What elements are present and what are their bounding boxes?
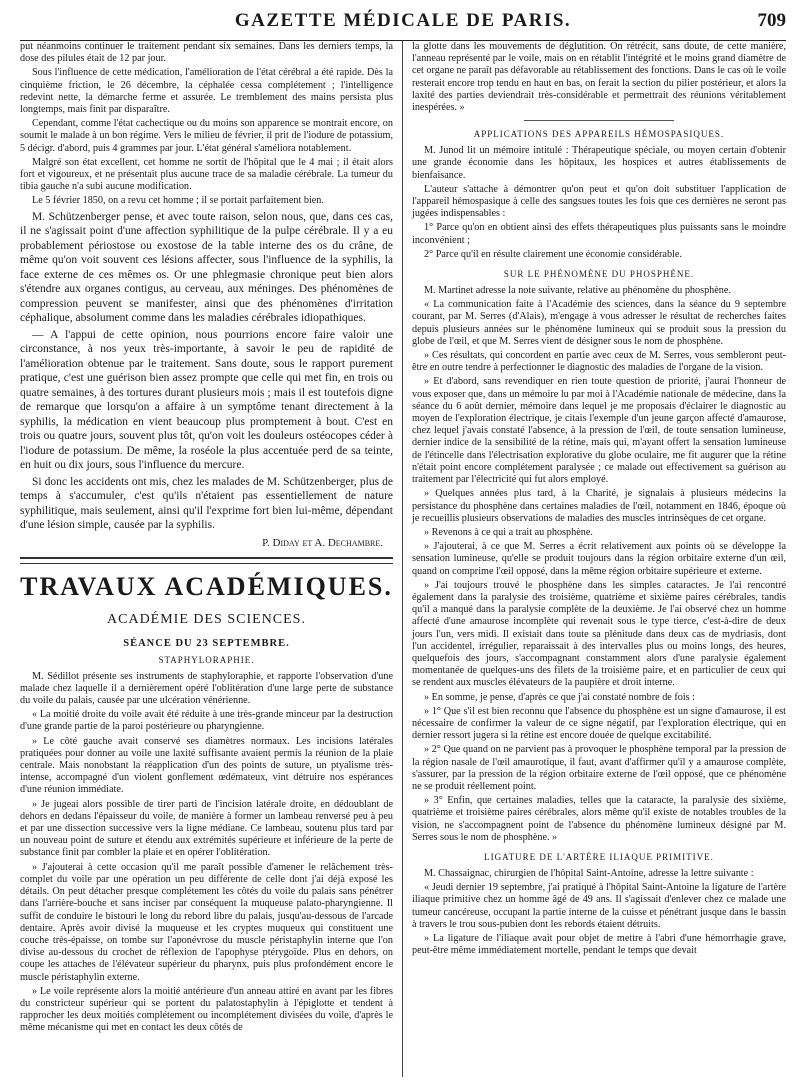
paragraph: la glotte dans les mouvements de déglutition. On rétrécit, sans doute, de cette manière, l'anneau représenté par le voile, mais on en rétablit l'intégrité et le moins grand diamètre de cet organe ne paraît pas défavorable au rétablissement des fonctions. Dans le cas où le voile resterait encore trop tendu en haut en bas, on ferait la section du pilier postérieur, et alors la laxité des parties deviendrait très-considérable et permettrait des réunions véritablement inespérées. » (412, 41, 786, 114)
paragraph: » Le côté gauche avait conservé ses diamètres normaux. Les incisions latérales pratiquées pour donner au voile une laxité suffisante avaient permis la réunion de la plaie centrale. Mais nonobstant la réapplication d'un des points de suture, un ptyalisme très-intense, accompagné d'un violent gonflement œdémateux, vint détruire nos espérances d'une réunion immédiate. (20, 735, 393, 796)
running-title: GAZETTE MÉDICALE DE PARIS. (234, 10, 572, 31)
paragraph: » La ligature de l'iliaque avait pour objet de mettre à l'abri d'une hémorrhagie grave, peut-être même immédiatement mortelle, pendant le temps que devait (412, 933, 786, 957)
paragraph: » En somme, je pense, d'après ce que j'ai constaté nombre de fois : (424, 691, 696, 703)
two-column-body (20, 41, 786, 1077)
page-header (20, 0, 786, 41)
paragraph: « La communication faite à l'Académie des sciences, dans la séance du 9 septembre courant, par M. Serres (d'Alais), m'engage à vous adresser le résultat de recherches faites depuis plusieurs années sur le phénomène lumineux qui se produit sous la pression du globe de l'œil, et que M. Serres vient de désigner sous le nom de phosphène. (412, 299, 786, 347)
paragraph: » Revenons à ce qui a trait au phosphène. (424, 526, 593, 538)
paragraph: M. Sédillot présente ses instruments de staphyloraphie, et rapporte l'observation d'une malade chez laquelle il a dernièrement opéré l'oblitération d'une large perte de substance du voile du palais, causée par une ulcération vénérienne. (20, 670, 393, 707)
topic-heading: STAPHYLORAPHIE. (158, 654, 255, 665)
paragraph: « Jeudi dernier 19 septembre, j'ai pratiqué à l'hôpital Saint-Antoine la ligature de l'artère iliaque primitive chez un homme âgé de 49 ans. Il s'agissait d'enlever chez ce malade une tumeur cancéreuse, occupant la partie interne de la cuisse et pénétrant jusque dans le bassin à travers le trou sous-pubien dont les rebords étaient détruits. (412, 882, 786, 930)
paragraph: Cependant, comme l'état cachectique ou du moins son apparence se montrait encore, on soumit le malade à un bon régime. Vers le milieu de février, il prit de l'iodure de potassium, 5 décigr. d'abord, puis 4 grammes par jour. L'état général s'améliora notablement. (20, 118, 393, 154)
paragraph: 1° Parce qu'on en obtient ainsi des effets thérapeutiques plus puissants sans le moindre inconvénient ; (412, 222, 786, 246)
academy-heading: ACADÉMIE DES SCIENCES. (107, 611, 306, 627)
paragraph: put néanmoins continuer le traitement pendant six semaines. Dans les derniers temps, la dose des pilules était de 12 par jour. (20, 41, 393, 65)
paragraph: M. Chassaignac, chirurgien de l'hôpital Saint-Antoine, adresse la lettre suivante : (424, 867, 754, 879)
paragraph: — A l'appui de cette opinion, nous pourrions encore faire valoir une circonstance, à nos yeux très-importante, à savoir le peu de rapidité de l'amélioration obtenue par le traitement. Sans doute, sous le rapport purement pratique, c'est une guérison bien assez prompte que celle qui met fin, en trois ou quatre semaines, à des tortures durant plusieurs mois ; mais il est toutefois digne de remarque que lorsqu'on a affaire à un symptôme tenant directement à la syphilis, la médication en vient beaucoup plus promptement à bout. C'est en trois ou quatre jours, souvent plus tôt, qu'on voit les douleurs ostéocopes céder à l'iodure de potassium. De même, la roséole la plus accentuée perd de sa teinte, en huit ou dix jours, sous l'influence du mercure. (20, 328, 393, 472)
paragraph: » Et d'abord, sans revendiquer en rien toute question de priorité, j'aurai l'honneur de vous exposer que, dans un mémoire lu par moi à l'Académie nationale de médecine, dans la séance du 6 août dernier, mémoire dans lequel je me proposais d'éclairer le diagnostic au moyen de l'exploration électrique, je citais l'exemple d'un jeune garçon affecté d'amaurose, chez lequel j'avais constaté l'absence, à la pression de l'œil, de toute sensation lumineuse, dernier indice de la sensibilité de la rétine, mais qui, m'ayant offert la sensation lumineuse de l'étincelle dans l'électrisation explorative du globe oculaire, me fit augurer que la rétine n'était point encore complétement paralysée ; ce malade out effectivement sa guérison au traitement par l'électricité qui fut alors employé. (412, 376, 786, 486)
paragraph: » J'ajouterai à cette occasion qu'il me paraît possible d'amener le relâchement très-complet du voile par une opération un peu différente de celle dont j'ai déjà exposé les détails. On peut détacher presque complétement les côtés du voile du palais sans pénétrer dans l'arrière-bouche et sans inciser par conséquent la muqueuse palato-pharyngienne. Il suffit de conduire le bistouri le long du rebord libre du palais, jusqu'au-dessous de l'arcade dentaire. Après avoir divisé la muqueuse et les cryptes muqueux qui constituent une couche très-épaisse, on tombe sur l'aponévrose du muscle péristaphylin interne que l'on divise au-dessous du crochet de réflexion de l'apophyse ptérygoïde. Plus en dehors, on coupe les attaches de l'élévateur supérieur du pharynx, puis plus profondément encore le muscle péristaphylin externe. (20, 861, 393, 983)
paragraph: Sous l'influence de cette médication, l'amélioration de l'état cérébral a été rapide. Dès la cinquième friction, le 26 décembre, la céphalée cessa complétement ; l'intelligence redevint nette, la démarche ferme et assurée. Le tremblement des mains persista plus longtemps, mais finit par disparaître. (20, 67, 393, 116)
paragraph: » 1° Que s'il est bien reconnu que l'absence du phosphène est un signe d'amaurose, il est nécessaire de confirmer la valeur de ce signe négatif, par l'exploration électrique, qui en dernier ressort jugera si la rétine est encore douée de quelque excitabilité. (412, 705, 786, 742)
paragraph: » J'ai toujours trouvé le phosphène dans les simples cataractes. Je l'ai rencontré également dans la paralysie des troisième, quatrième et sixième paires cérébrales, tandis qu'il a manqué dans la paralysie complète de la deuxième. Je l'ai observé chez un homme affecté d'une amaurose incomplète qui revenait sous le type tierce, c'est-à-dire de deux jours l'un, vers midi. Il existait dans toute sa plénitude dans deux cas de mydriasis, dont l'un accidentel, irrégulier, reparaissait à des intervalles plus ou moins longs, des heures, quelquefois des jours, s'accompagnant constamment alors d'une paralysie également momentanée de quelques-uns des filets de la troisième paire, et en particulier de ceux qui se rendent aux muscles élévateurs de la paupière et droit interne. (412, 579, 786, 689)
paragraph: » Quelques années plus tard, à la Charité, je signalais à plusieurs médecins la persistance du phosphène dans certaines maladies de l'œil, notamment en 1846, époque où je recueillis plusieurs observations de maladies des muscles intrinsèques de cet organe. (412, 488, 786, 524)
paragraph: » Ces résultats, qui concordent en partie avec ceux de M. Serres, vous sembleront peut-être en outre tendre à perfectionner le diagnostic des maladies de l'organe de la vision. (412, 350, 786, 374)
paragraph: Le 5 février 1850, on a revu cet homme ; il se portait parfaitement bien. (32, 195, 324, 207)
session-heading: SÉANCE DU 23 SEPTEMBRE. (123, 637, 290, 649)
paragraph: » Le voile représente alors la moitié antérieure d'un anneau attiré en avant par les fibres du constricteur supérieur qui se portent du palatostaphylin à l'épiglotte et tendent à rapprocher les deux moitiés complétement ou incomplétement divisées du voile, d'après le même mécanisme qui met en contact les deux côtés de (20, 985, 393, 1034)
signature: P. Diday et A. Dechambre. (262, 536, 383, 549)
paragraph: Malgré son état excellent, cet homme ne sortit de l'hôpital que le 4 mai ; il était alors fort et vigoureux, et ne présentait plus aucune trace de sa maladie cérébrale. La tumeur du tibia gauche n'a subi aucune modification. (20, 156, 393, 193)
paragraph: L'auteur s'attache à démontrer qu'on peut et qu'on doit substituer l'application de l'appareil hémospasique à celle des sangsues toutes les fois que ces dernières ne seront pas jugées indispensables : (412, 183, 786, 220)
paragraph: » 3° Enfin, que certaines maladies, telles que la cataracte, la paralysie des sixième, quatrième et troisième paires cérébrales, alors même qu'il existe de notables troubles de la vision, ne s'accompagnent point de l'absence du phénomène lumineux désigné par M. Serres sous le nom de phosphène. » (412, 795, 786, 843)
paragraph: 2° Parce qu'il en résulte clairement une économie considérable. (424, 248, 682, 260)
paragraph: » Je jugeai alors possible de tirer parti de l'incision latérale droite, en dédoublant de dehors en dedans l'épaisseur du voile, de manière à former un lambeau renversé peu à peu et par une dissection successive vers la ligne médiane. Ce lambeau, soutenu plus tard par un nouveau point de suture et étendu aux extrémités supérieure et inférieure de la perte de substance finit par combler la plaie et en opérer l'oblitération. (20, 798, 393, 859)
section-title: TRAVAUX ACADÉMIQUES. (20, 571, 393, 601)
paragraph: M. Martinet adresse la note suivante, relative au phénomène du phosphène. (424, 285, 731, 297)
section-heading: APPLICATIONS DES APPAREILS HÉMOSPASIQUES. (473, 129, 725, 140)
separator (524, 120, 674, 121)
section-rule (20, 557, 393, 559)
left-column (20, 41, 403, 1077)
page-number: 709 (757, 10, 786, 31)
paragraph: M. Junod lit un mémoire intitulé : Thérapeutique spéciale, ou moyen certain d'obtenir une grande économie dans les hôpitaux, les hospices et autres établissements de bienfaisance. (412, 145, 786, 181)
paragraph: » 2° Que quand on ne parvient pas à provoquer le phosphène temporal par la pression de la région nasale de l'œil amaurotique, il faut, avant d'affirmer qu'il y a amaurose complète, s'assurer, par la pression de la région orbitaire externe de l'œil opposé, que ce phénomène ne se produit réellement point. (412, 744, 786, 792)
paragraph: « La moitié droite du voile avait été réduite à une très-grande minceur par la destruction d'une grande partie de la paroi postérieure ou pharyngienne. (20, 709, 393, 733)
paragraph: Si donc les accidents ont mis, chez les malades de M. Schützenberger, plus de temps à s'accumuler, c'est qu'ils n'étaient pas essentiellement de nature syphilitique, mais seulement, ainsi qu'il l'exprime fort bien lui-même, dépendant d'une lésion simple, causée par la syphilis. (20, 475, 393, 532)
paragraph: M. Schützenberger pense, et avec toute raison, selon nous, que, dans ces cas, il ne s'agissait point d'une affection syphilitique de la pulpe cérébrale. Il y a eu probablement périostose ou exostose de la table interne des os du crâne, de même qu'on voit souvent ces lésions affecter, sous l'influence de la syphilis, la face externe de ces mêmes os. Or une phlegmasie chronique peut bien alors s'étendre aux organes contigus, au cerveau, aux méninges. Des phénomènes de compression peuvent se manifester, ainsi que des phénomènes d'irritation céphalique, absolument comme dans les maladies cérébrales idiopathiques. (20, 210, 393, 325)
paragraph: » J'ajouterai, à ce que M. Serres a écrit relativement aux points où se développe la sensation lumineuse, qu'elle se produit toujours dans la région orbitaire externe d'un œil, quand on comprime l'œil opposé, dans la même région orbitaire supérieure et externe. (412, 541, 786, 577)
section-heading: LIGATURE DE L'ARTÈRE ILIAQUE PRIMITIVE. (484, 851, 714, 862)
section-heading: SUR LE PHÉNOMÈNE DU PHOSPHÈNE. (503, 269, 695, 280)
right-column (403, 41, 786, 1077)
section-rule (20, 563, 393, 564)
